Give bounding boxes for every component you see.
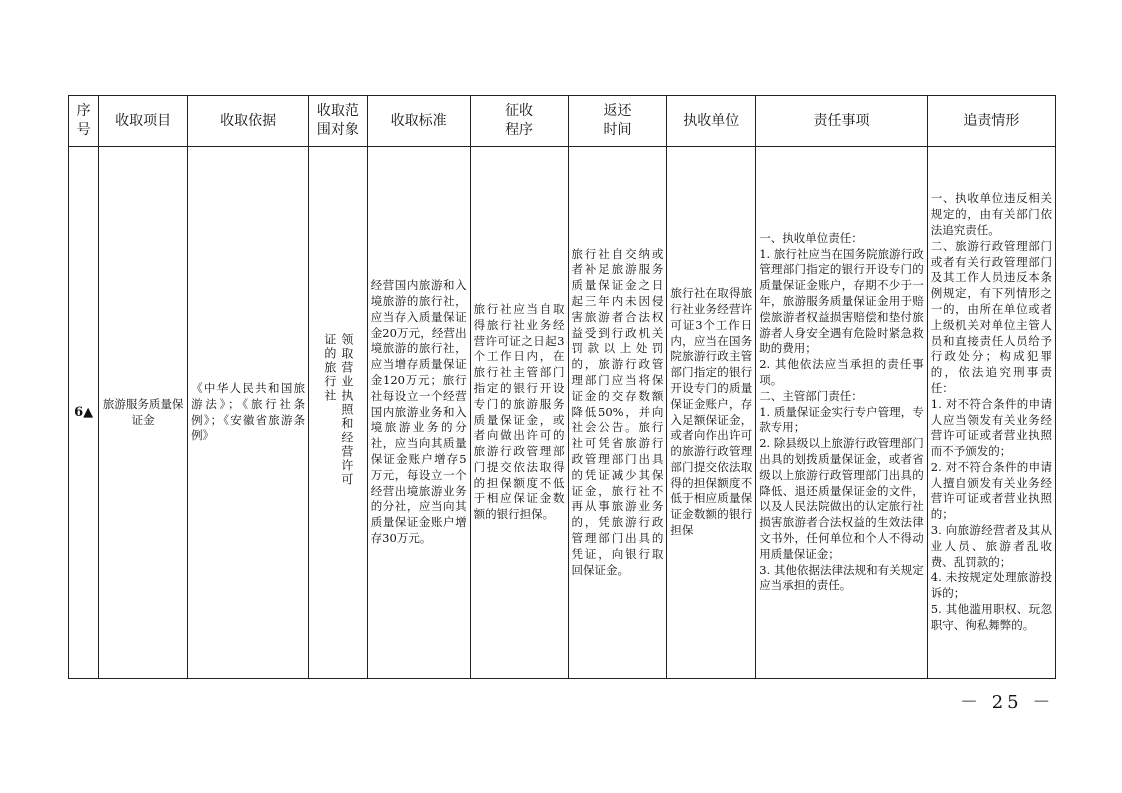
collector-cell bbox=[667, 147, 756, 679]
scope-text: 领取营业执照和经营许可证的旅行社 bbox=[322, 332, 354, 487]
accountability-item: 二、旅游行政管理部门或者有关行政管理部门及其工作人员违反本条例规定，有下列情形之一的，由所在单位或者上级机关对单位主管人员和直接责任人员给予行政处分；构成犯罪的，依法追究刑事责任： bbox=[930, 238, 1052, 395]
header-cell: 收取项目 bbox=[99, 96, 188, 147]
accountability-item: 3. 向旅游经营者及其从业人员、旅游者乱收费、乱罚款的； bbox=[930, 523, 1052, 569]
accountability-item: 2. 对不符合条件的申请人擅自颁发有关业务经营许可证或者营业执照的； bbox=[930, 459, 1052, 522]
collector-text: 旅行社在取得旅行社业务经营许可证3个工作日内，应当在国务院旅游行政主管部门指定的银行开设专门的质量保证金账户，存入足额保证金，或者向作出许可的旅游行政管理部门提交依法取得的担保额度不低于相应质量保证金数额的银行担保 bbox=[670, 286, 753, 538]
header-cell: 征收 程序 bbox=[470, 96, 568, 147]
duty-item: 1. 质量保证金实行专户管理，专款专用； bbox=[759, 404, 924, 435]
duty-item: 二、主管部门责任： bbox=[759, 388, 863, 403]
duty-item: 3. 其他依据法律法规和有关规定应当承担的责任。 bbox=[759, 562, 924, 593]
standard-text: 经营国内旅游和入境旅游的旅行社，应当存入质量保证金20万元，经营出境旅游的旅行社，应当增存质量保证金120万元；旅行社每设立一个经营国内旅游业务和入境旅游业务的分社，应当向其质量保证金账户增存5万元，每设立一个经营出境旅游业务的分社，应当向其质量保证金账户增存30万元。 bbox=[370, 278, 467, 545]
header-cell: 责任事项 bbox=[756, 96, 928, 147]
header-cell: 序 号 bbox=[69, 96, 99, 147]
procedure-cell bbox=[470, 147, 568, 679]
scope-cell bbox=[309, 147, 368, 679]
duties-cell bbox=[756, 147, 928, 679]
basis-cell bbox=[188, 147, 309, 679]
refund-text: 旅行社自交纳或者补足旅游服务质量保证金之日起三年内未因侵害旅游者合法权益受到行政机关罚款以上处罚的，旅游行政管理部门应当将保证金的交存数额降低50%，并向社会公告。旅行社可凭省旅游行政管理部门出具的凭证减少其保证金，旅行社不再从事旅游业务的，凭旅游行政管理部门出具的凭证，向银行取回保证金。 bbox=[571, 246, 664, 577]
duty-item: 2. 其他依法应当承担的责任事项。 bbox=[759, 357, 924, 387]
accountability-item: 4. 未按规定处理旅游投诉的； bbox=[930, 570, 1052, 601]
accountability-item: 5. 其他滥用职权、玩忽职守、徇私舞弊的。 bbox=[930, 602, 1052, 632]
duty-item: 2. 除县级以上旅游行政管理部门出具的划拨质量保证金，或者省级以上旅游行政管理部门出具的降低、退还质量保证金的文件，以及人民法院做出的认定旅行社损害旅游者合法权益的生效法律文书外，任何单位和个人不得动用质量保证金； bbox=[759, 436, 924, 561]
fee-table bbox=[68, 95, 1056, 679]
header-cell: 追责情形 bbox=[927, 96, 1055, 147]
refund-cell bbox=[568, 147, 667, 679]
header-row bbox=[69, 96, 1056, 147]
header-cell: 收取依据 bbox=[188, 96, 309, 147]
header-cell: 收取标准 bbox=[367, 96, 470, 147]
item-cell bbox=[99, 147, 188, 679]
procedure-text: 旅行社应当自取得旅行社业务经营许可证之日起3个工作日内，在旅行社主管部门指定的银行开设专门的旅游服务质量保证金，或者向做出许可的旅游行政管理部门提交依法取得的担保额度不低于相应保证金数额的银行担保。 bbox=[473, 301, 565, 522]
accountability-list bbox=[931, 191, 1052, 633]
accountability-cell bbox=[927, 147, 1055, 679]
duty-item: 1. 旅行社应当在国务院旅游行政管理部门指定的银行开设专门的质量保证金账户，存期不少于一年，旅游服务质量保证金用于赔偿旅游者权益损害赔偿和垫付旅游者人身安全遇有危险时紧急救助的费用； bbox=[759, 246, 924, 356]
row-number bbox=[69, 147, 99, 679]
duties-list bbox=[759, 231, 924, 594]
accountability-item: 一、执收单位违反相关规定的，由有关部门依法追究责任。 bbox=[930, 191, 1052, 237]
standard-cell bbox=[367, 147, 470, 679]
header-cell: 收取范 围对象 bbox=[309, 96, 368, 147]
table-row bbox=[69, 147, 1056, 679]
duty-item: 一、执收单位责任： bbox=[759, 230, 863, 245]
accountability-item: 1. 对不符合条件的申请人应当领发有关业务经营许可证或者营业执照而不予颁发的； bbox=[930, 396, 1052, 459]
header-cell: 执收单位 bbox=[667, 96, 756, 147]
page-number: － 25 － bbox=[960, 692, 1055, 713]
item-text: 旅游服务质量保证金 bbox=[102, 396, 184, 427]
row-number-text: 6▲ bbox=[74, 405, 94, 420]
header-cell: 返还 时间 bbox=[568, 96, 667, 147]
basis-text: 《中华人民共和国旅游法》；《旅行社条例》；《安徽省旅游条例》 bbox=[191, 380, 306, 443]
